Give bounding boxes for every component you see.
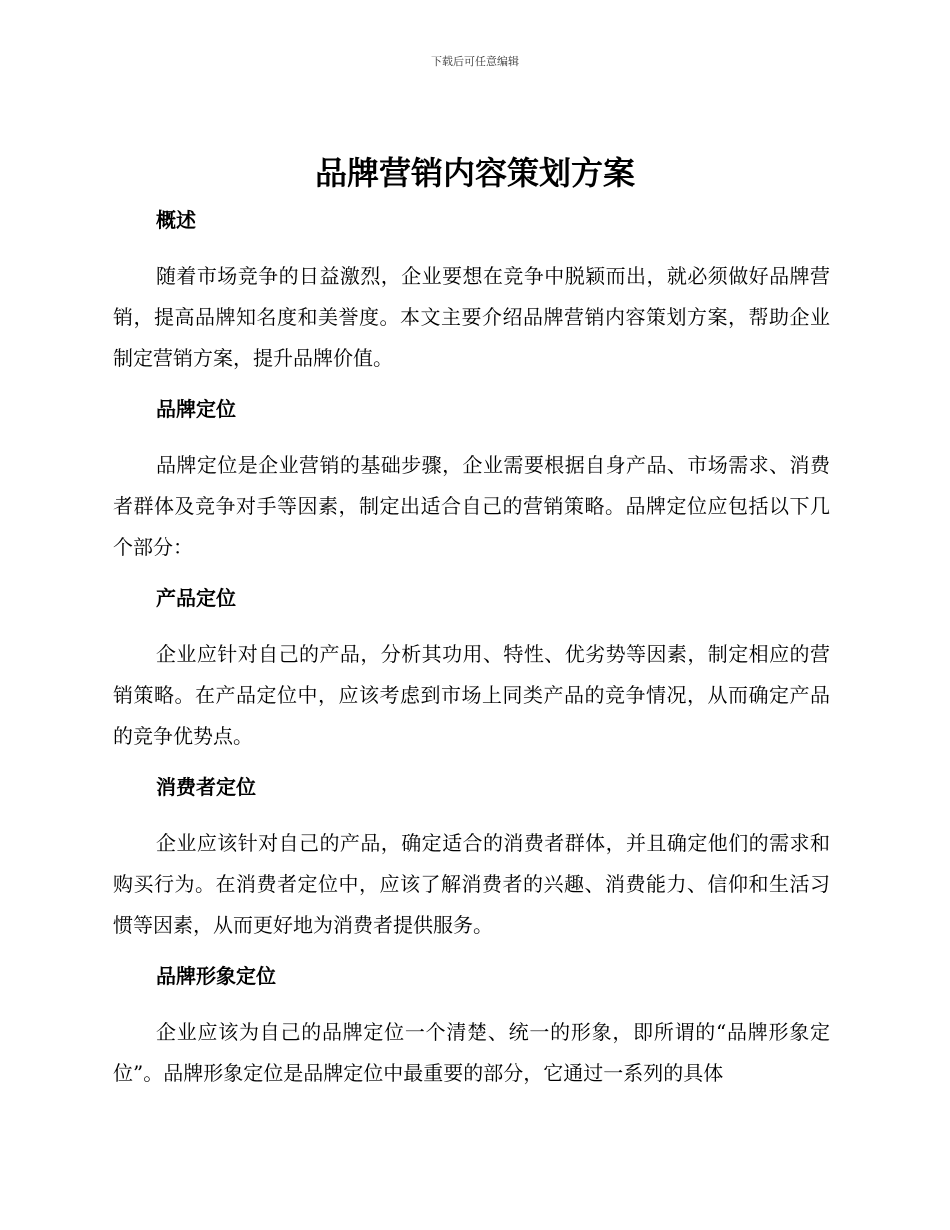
section-paragraph-brand-image-positioning: 企业应该为自己的品牌定位一个清楚、统一的形象，即所谓的“品牌形象定位”。品牌形象定位是品牌定位中最重要的部分，它通过一系列的具体 bbox=[113, 1020, 830, 1085]
section-paragraph-consumer-positioning: 企业应该针对自己的产品，确定适合的消费者群体，并且确定他们的需求和购买行为。在消费者定位中，应该了解消费者的兴趣、消费能力、信仰和生活习惯等因素，从而更好地为消费者提供服务。 bbox=[113, 831, 830, 937]
section-heading-consumer-positioning: 消费者定位 bbox=[156, 775, 256, 799]
section-heading-brand-image-positioning: 品牌形象定位 bbox=[156, 964, 276, 988]
section-heading-brand-positioning: 品牌定位 bbox=[156, 397, 236, 421]
document-body bbox=[113, 198, 830, 1094]
section-paragraph-overview: 随着市场竞争的日益激烈，企业要想在竞争中脱颖而出，就必须做好品牌营销，提高品牌知名度和美誉度。本文主要介绍品牌营销内容策划方案，帮助企业制定营销方案，提升品牌价值。 bbox=[113, 264, 830, 370]
section-heading-overview: 概述 bbox=[156, 208, 196, 232]
document-title: 品牌营销内容策划方案 bbox=[314, 154, 635, 192]
section-paragraph-brand-positioning: 品牌定位是企业营销的基础步骤，企业需要根据自身产品、市场需求、消费者群体及竞争对手等因素，制定出适合自己的营销策略。品牌定位应包括以下几个部分： bbox=[113, 453, 830, 559]
section-heading-product-positioning: 产品定位 bbox=[156, 586, 236, 610]
page-header-note: 下载后可任意编辑 bbox=[431, 55, 519, 68]
section-paragraph-product-positioning: 企业应针对自己的产品，分析其功用、特性、优劣势等因素，制定相应的营销策略。在产品定位中，应该考虑到市场上同类产品的竞争情况，从而确定产品的竞争优势点。 bbox=[113, 642, 830, 748]
